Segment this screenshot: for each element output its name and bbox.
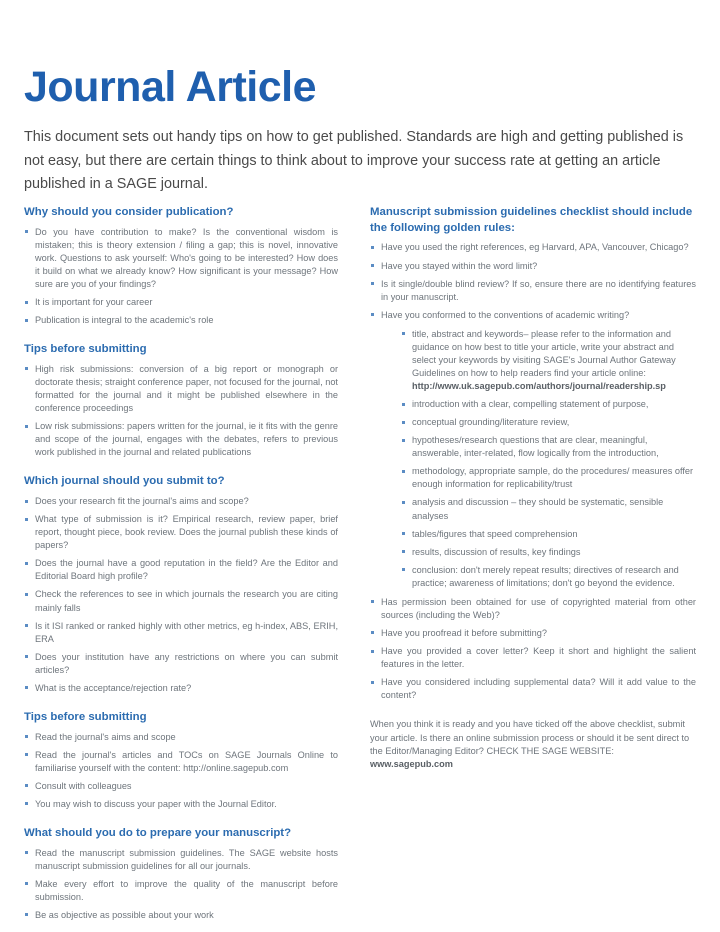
sub-bullet-list	[381, 328, 696, 590]
list-item: Make every effort to improve the quality of the manuscript before submission.	[24, 878, 338, 904]
list-item: Have you proofread it before submitting?	[370, 627, 696, 640]
list-item: Is it ISI ranked or ranked highly with other metrics, eg h-index, ABS, ERIH, ERA	[24, 620, 338, 646]
intro-paragraph: This document sets out handy tips on how to get published. Standards are high and getting published is not easy, but there are certain things to think about to improve your success rate at getting an article published in a SAGE journal.	[24, 129, 684, 193]
list-item-text: Have you conformed to the conventions of academic writing?	[381, 309, 630, 320]
sub-list-item-text: title, abstract and keywords– please refer to the information and guidance on how best to title your article, write your abstract and select your keywords by visiting SAGE's Journal Author Gateway Guidelines on how to help readers find your article online:	[412, 328, 676, 378]
list-item: Does your institution have any restrictions on where you can submit articles?	[24, 651, 338, 677]
section-which-journal	[24, 474, 338, 695]
list-item: Check the references to see in which journals the research you are citing mainly falls	[24, 588, 338, 614]
list-item: Does the journal have a good reputation in the field? Are the Editor and Editorial Board high profile?	[24, 557, 338, 583]
gateway-url-link[interactable]: http://www.uk.sagepub.com/authors/journal/readership.sp	[412, 381, 666, 392]
section-tips-before-submitting-2	[24, 710, 338, 811]
section-prepare-manuscript	[24, 826, 338, 922]
right-column	[360, 205, 720, 932]
list-item: You may wish to discuss your paper with the Journal Editor.	[24, 798, 338, 811]
bullet-list	[24, 226, 338, 327]
list-item: Publication is integral to the academic's role	[24, 314, 338, 327]
list-item	[370, 309, 696, 590]
list-item: Have you provided a cover letter? Keep it short and highlight the salient features in the letter.	[370, 645, 696, 671]
list-item: Do you have contribution to make? Is the conventional wisdom is mistaken; this is theory extension / filing a gap; this is novel, innovative work. Questions to ask yourself: Who's going to be interested? How does it build on what we already know? How significant is your message? How sure are you of your findings?	[24, 226, 338, 291]
closing-text: When you think it is ready and you have ticked off the above checklist, submit your article. Is there an online submission process or should it be sent direct to the Editor/Managing Editor? CHECK THE SAGE WEBSITE:	[370, 719, 690, 756]
section-heading: Which journal should you submit to?	[24, 475, 225, 488]
list-item: High risk submissions: conversion of a big report or monograph or doctorate thesis; straight conference paper, not focused for the journal, not formatted for the journal and it might be published elsewhere in the conference proceedings	[24, 363, 338, 415]
sage-website-link[interactable]: www.sagepub.com	[370, 759, 453, 770]
list-item: Have you stayed within the word limit?	[370, 260, 696, 273]
section-heading: Tips before submitting	[24, 343, 147, 356]
list-item: Low risk submissions: papers written for the journal, ie it fits with the genre and scope of the journal, engages with the debates, refers to previous work published in the journal and related publications	[24, 420, 338, 459]
section-heading: Why should you consider publication?	[24, 206, 234, 218]
section-heading: What should you do to prepare your manuscript?	[24, 826, 292, 839]
sub-list-item: hypotheses/research questions that are clear, meaningful, answerable, inter-related, flow logically from the introduction,	[401, 434, 696, 460]
sub-list-item: analysis and discussion – they should be systematic, sensible analyses	[401, 496, 696, 522]
two-column-body	[0, 205, 720, 932]
bullet-list	[24, 847, 338, 922]
bullet-list	[24, 731, 338, 811]
list-item: Consult with colleagues	[24, 780, 338, 793]
list-item: Have you considered including supplemental data? Will it add value to the content?	[370, 676, 696, 702]
section-heading: Tips before submitting	[24, 710, 147, 723]
list-item: Read the journal's aims and scope	[24, 731, 338, 744]
list-item: Read the journal's articles and TOCs on SAGE Journals Online to familiarise yourself with the content: http://online.sagepub.com	[24, 749, 338, 775]
list-item: Is it single/double blind review? If so, ensure there are no identifying features in your manuscript.	[370, 278, 696, 304]
bullet-list	[24, 363, 338, 459]
left-column	[0, 205, 360, 932]
sub-list-item: methodology, appropriate sample, do the procedures/ measures offer enough information for replicability/trust	[401, 465, 696, 491]
list-item: It is important for your career	[24, 296, 338, 309]
sub-list-item: conclusion: don't merely repeat results; directives of research and practice; awareness of limitations; don't go beyond the evidence.	[401, 564, 696, 590]
list-item: Read the manuscript submission guidelines. The SAGE website hosts manuscript submission guidelines for all our journals.	[24, 847, 338, 873]
section-submission-checklist	[370, 205, 696, 772]
list-item: What type of submission is it? Empirical research, review paper, brief report, thought piece, book review. Does the journal publish these kinds of papers?	[24, 513, 338, 552]
list-item: Has permission been obtained for use of copyrighted material from other sources (including the Web)?	[370, 596, 696, 622]
section-why-publish	[24, 205, 338, 327]
sub-list-item: introduction with a clear, compelling statement of purpose,	[401, 398, 696, 411]
section-tips-before-submitting-1	[24, 342, 338, 459]
sub-list-item	[401, 328, 696, 393]
list-item: Does your research fit the journal's aims and scope?	[24, 495, 338, 508]
page-title: Journal Article	[24, 62, 316, 111]
list-item: Have you used the right references, eg Harvard, APA, Vancouver, Chicago?	[370, 241, 696, 254]
list-item: What is the acceptance/rejection rate?	[24, 682, 338, 695]
bullet-list	[24, 495, 338, 695]
sub-list-item: conceptual grounding/literature review,	[401, 416, 696, 429]
sub-list-item: tables/figures that speed comprehension	[401, 528, 696, 541]
bullet-list	[370, 241, 696, 702]
section-heading: Manuscript submission guidelines checklist should include the following golden rules:	[370, 206, 693, 234]
list-item: Be as objective as possible about your work	[24, 909, 338, 922]
sub-list-item: results, discussion of results, key findings	[401, 546, 696, 559]
closing-paragraph	[370, 718, 696, 771]
